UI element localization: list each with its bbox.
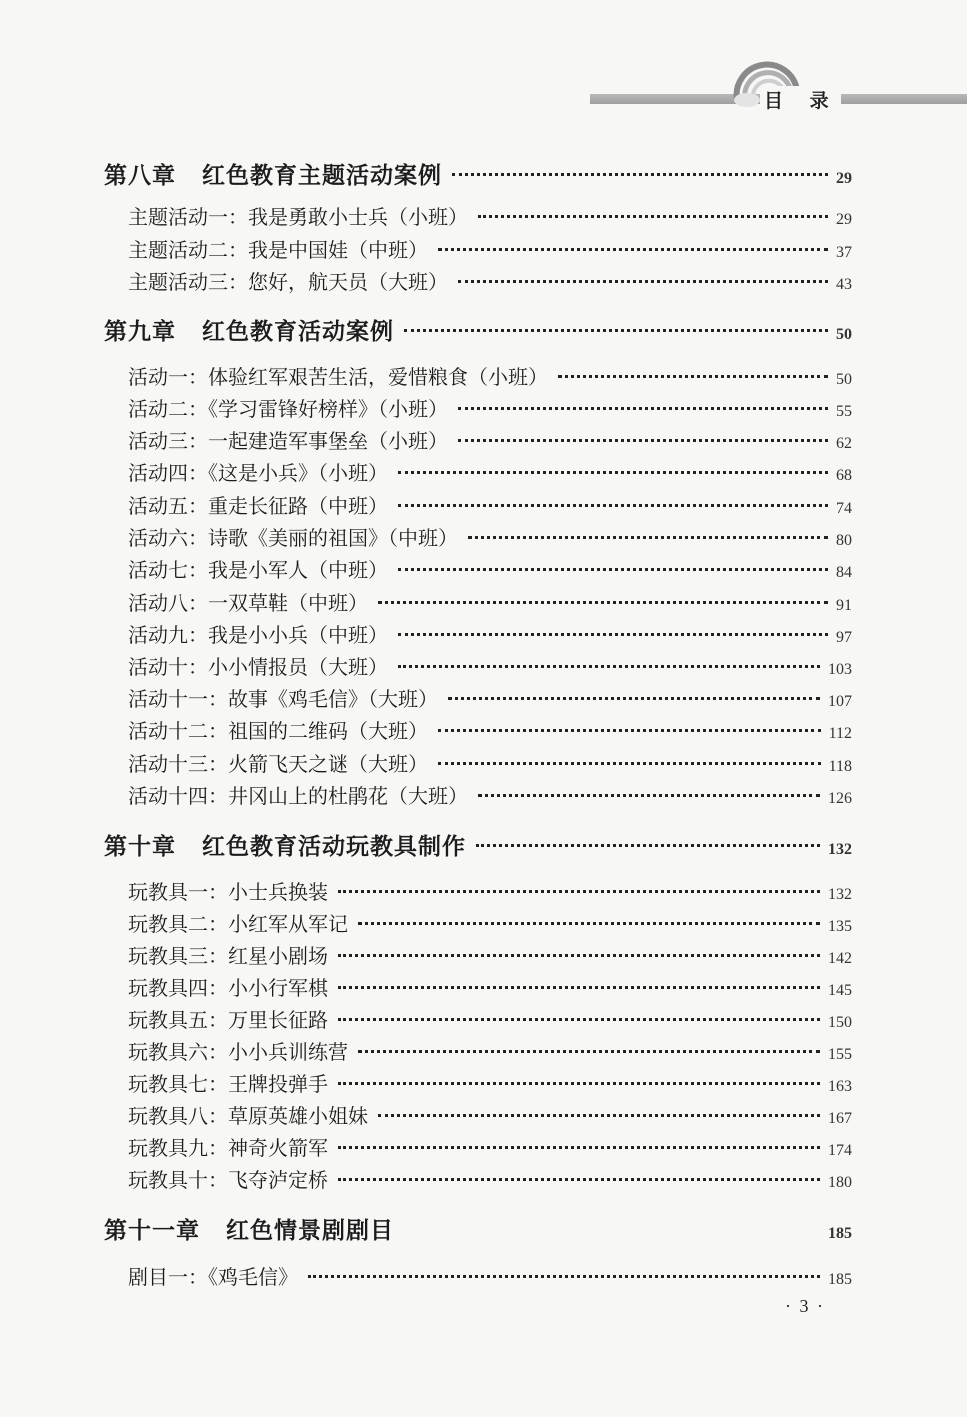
page-ref: 145: [828, 982, 852, 999]
entry-title: 活动一：体验红军艰苦生活，爱惜粮食（小班）: [128, 365, 548, 389]
entry-title: 活动二：《学习雷锋好榜样》（小班）: [128, 397, 448, 421]
page-ref: 126: [828, 790, 852, 807]
entry-title: 活动四：《这是小兵》（小班）: [128, 461, 388, 485]
dot-leader: [338, 1146, 820, 1149]
entry-title: 主题活动二：我是中国娃（中班）: [128, 238, 428, 262]
toc-entry[interactable]: [128, 1132, 852, 1161]
dot-leader: [398, 633, 828, 636]
chapter-number: 第九章: [104, 319, 176, 345]
entry-title: 玩教具六：小小兵训练营: [128, 1040, 348, 1064]
dot-leader: [404, 329, 828, 332]
dot-leader: [438, 248, 828, 251]
toc-entry[interactable]: [128, 1036, 852, 1065]
chapter-title: 红色教育活动玩教具制作: [202, 834, 466, 860]
toc-entry[interactable]: [128, 876, 852, 905]
dot-leader: [558, 375, 828, 378]
page-ref: 180: [828, 1174, 852, 1191]
toc-entry[interactable]: [128, 522, 852, 551]
page-ref: 50: [836, 371, 852, 388]
dot-leader: [458, 407, 828, 410]
entry-title: 活动六：诗歌《美丽的祖国》（中班）: [128, 526, 458, 550]
page-number: · 3 ·: [785, 1296, 825, 1316]
toc-entry[interactable]: [128, 266, 852, 295]
dot-leader: [398, 471, 828, 474]
toc-entry[interactable]: [128, 1100, 852, 1129]
dot-leader: [358, 922, 820, 925]
entry-title: 玩教具三：红星小剧场: [128, 944, 328, 968]
entry-title: 主题活动一：我是勇敢小士兵（小班）: [128, 205, 468, 229]
dot-leader: [378, 601, 828, 604]
dot-leader: [338, 1018, 820, 1021]
toc-entry[interactable]: [128, 715, 852, 744]
dot-leader: [478, 794, 820, 797]
entry-title: 活动十：小小情报员（大班）: [128, 655, 388, 679]
entry-title: 玩教具十：飞夺泸定桥: [128, 1168, 328, 1192]
toc-entry[interactable]: [128, 361, 852, 390]
page-ref: 55: [836, 403, 852, 420]
chapter-title: 红色情景剧剧目: [226, 1218, 394, 1244]
entry-title: 活动三：一起建造军事堡垒（小班）: [128, 429, 448, 453]
toc-entry[interactable]: [128, 1004, 852, 1033]
dot-leader: [378, 1114, 820, 1117]
page-ref: 62: [836, 435, 852, 452]
dot-leader: [338, 986, 820, 989]
chapter-number: 第八章: [104, 163, 176, 189]
entry-title: 玩教具五：万里长征路: [128, 1008, 328, 1032]
entry-title: 玩教具九：神奇火箭军: [128, 1136, 328, 1160]
dot-leader: [404, 1228, 820, 1231]
page-ref: 91: [836, 597, 852, 614]
toc-chapter-9[interactable]: [104, 313, 852, 346]
section-label: 目 录: [760, 86, 841, 113]
toc-entry[interactable]: [128, 201, 852, 230]
entry-title: 玩教具七：王牌投弹手: [128, 1072, 328, 1096]
page-ref: 174: [828, 1142, 852, 1159]
toc-entry[interactable]: [128, 972, 852, 1001]
toc-entry[interactable]: [128, 940, 852, 969]
page-ref: 74: [836, 500, 852, 517]
page-ref: 185: [828, 1225, 852, 1242]
dot-leader: [458, 439, 828, 442]
chapter-number: 第十章: [104, 834, 176, 860]
page-ref: 155: [828, 1046, 852, 1063]
page-ref: 29: [836, 170, 852, 187]
dot-leader: [338, 1178, 820, 1181]
chapter-number: 第十一章: [104, 1218, 200, 1244]
toc-entry[interactable]: [128, 554, 852, 583]
entry-title: 玩教具二：小红军从军记: [128, 912, 348, 936]
chapter-title: 红色教育活动案例: [202, 319, 394, 345]
page-ref: 132: [828, 886, 852, 903]
dot-leader: [478, 215, 828, 218]
toc-entry[interactable]: [128, 457, 852, 486]
dot-leader: [358, 1050, 820, 1053]
toc-entry[interactable]: [128, 780, 852, 809]
page-ref: 97: [836, 629, 852, 646]
page-ref: 112: [828, 725, 852, 742]
toc-entry[interactable]: [128, 587, 852, 616]
entry-title: 玩教具一：小士兵换装: [128, 880, 328, 904]
entry-title: 活动九：我是小小兵（中班）: [128, 623, 388, 647]
dot-leader: [458, 280, 828, 283]
toc-entry[interactable]: [128, 748, 852, 777]
toc-entry[interactable]: [128, 393, 852, 422]
page-ref: 150: [828, 1014, 852, 1031]
page-ref: 37: [836, 244, 852, 261]
dot-leader: [338, 890, 820, 893]
toc-entry[interactable]: [128, 908, 852, 937]
entry-title: 剧目一：《鸡毛信》: [128, 1265, 298, 1289]
toc-chapter-10[interactable]: [104, 828, 852, 861]
toc-entry[interactable]: [128, 619, 852, 648]
dot-leader: [476, 844, 820, 847]
entry-title: 活动七：我是小军人（中班）: [128, 558, 388, 582]
page-ref: 84: [836, 564, 852, 581]
page-ref: 103: [828, 661, 852, 678]
entry-title: 玩教具四：小小行军棋: [128, 976, 328, 1000]
dot-leader: [338, 954, 820, 957]
entry-title: 活动十四：井冈山上的杜鹃花（大班）: [128, 784, 468, 808]
entry-title: 活动五：重走长征路（中班）: [128, 494, 388, 518]
toc-entry[interactable]: [128, 1261, 852, 1290]
toc-entry[interactable]: [128, 651, 852, 680]
page-ref: 107: [828, 693, 852, 710]
dot-leader: [438, 762, 821, 765]
entry-title: 活动十二：祖国的二维码（大班）: [128, 719, 428, 743]
page-ref: 43: [836, 276, 852, 293]
entry-title: 活动十三：火箭飞天之谜（大班）: [128, 752, 428, 776]
dot-leader: [438, 729, 821, 732]
chapter-title: 红色教育主题活动案例: [202, 163, 442, 189]
page-ref: 50: [836, 326, 852, 343]
toc-entry[interactable]: [128, 490, 852, 519]
toc-entry[interactable]: [128, 425, 852, 454]
dot-leader: [468, 536, 828, 539]
page-ref: 185: [828, 1271, 852, 1288]
page-ref: 80: [836, 532, 852, 549]
toc-entry[interactable]: [128, 683, 852, 712]
page-ref: 68: [836, 467, 852, 484]
dot-leader: [308, 1275, 820, 1278]
entry-title: 玩教具八：草原英雄小姐妹: [128, 1104, 368, 1128]
entry-title: 活动十一：故事《鸡毛信》（大班）: [128, 687, 438, 711]
toc-entry[interactable]: [128, 234, 852, 263]
dot-leader: [338, 1082, 820, 1085]
toc-entry[interactable]: [128, 1068, 852, 1097]
page-ref: 29: [836, 211, 852, 228]
entry-title: 活动八：一双草鞋（中班）: [128, 591, 368, 615]
toc-chapter-11[interactable]: [104, 1212, 852, 1245]
entry-title: 主题活动三：您好，航天员（大班）: [128, 270, 448, 294]
page-ref: 118: [828, 758, 852, 775]
page-ref: 132: [828, 841, 852, 858]
dot-leader: [452, 173, 828, 176]
dot-leader: [398, 504, 828, 507]
page-ref: 142: [828, 950, 852, 967]
dot-leader: [398, 568, 828, 571]
dot-leader: [448, 697, 820, 700]
page-ref: 135: [828, 918, 852, 935]
toc-chapter-8[interactable]: [104, 157, 852, 190]
toc-entry[interactable]: [128, 1164, 852, 1193]
page-ref: 163: [828, 1078, 852, 1095]
page-ref: 167: [828, 1110, 852, 1127]
dot-leader: [398, 665, 820, 668]
